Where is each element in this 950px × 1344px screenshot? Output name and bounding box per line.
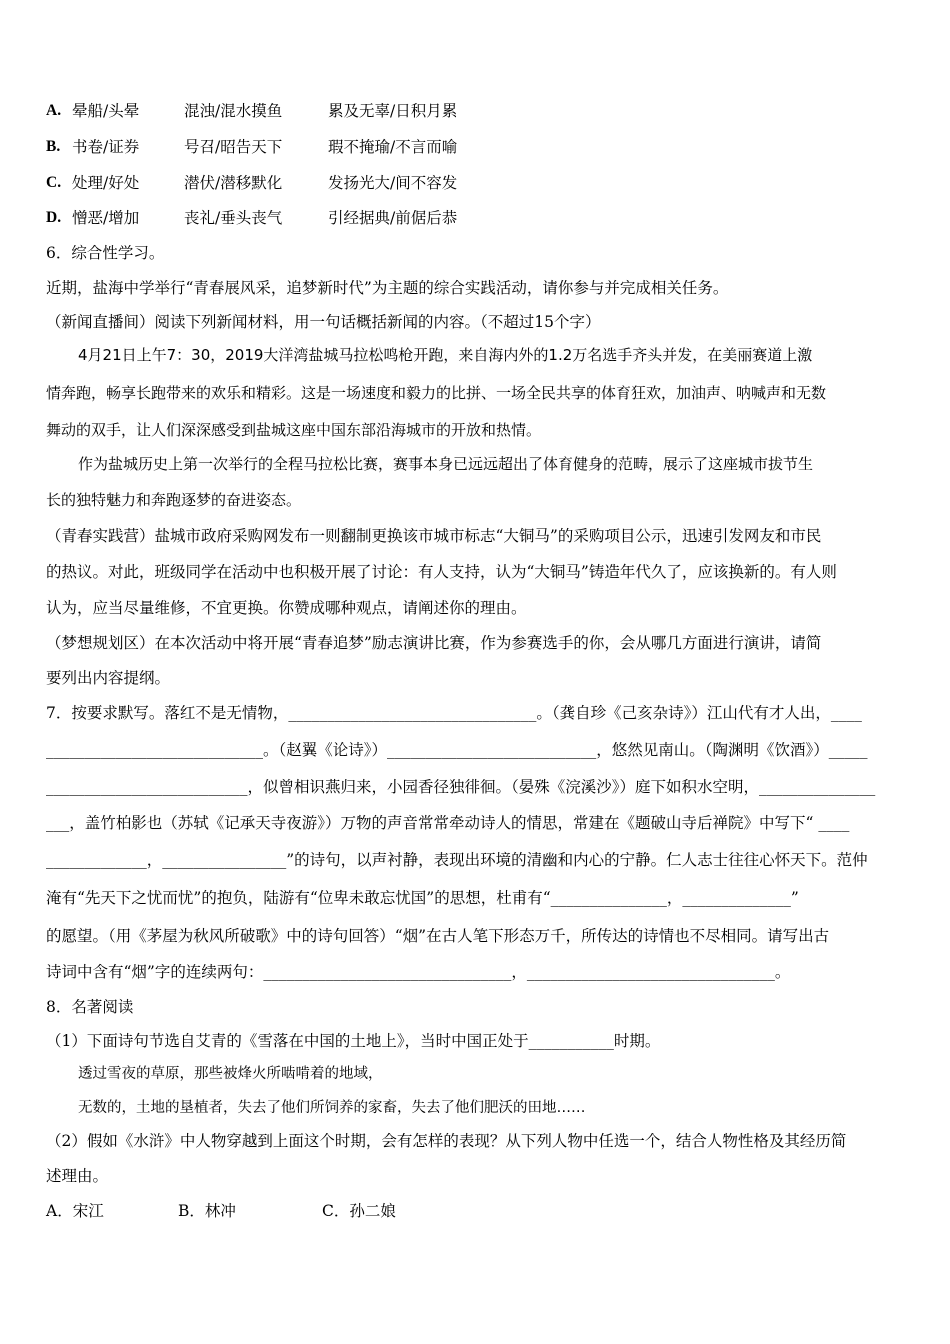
option-b-letter: B.: [46, 138, 61, 155]
q8-title: 8．名著阅读: [46, 998, 134, 1016]
news-paragraph-1-line-1: 4月21日上午7：30，2019大洋湾盐城马拉松鸣枪开跑，来自海内外的1.2万名选手齐头并发，在美丽赛道上激: [78, 346, 813, 364]
choice-b: B．林冲: [178, 1202, 236, 1220]
option-b-word3: 瑕不掩瑜/不言而喻: [328, 138, 458, 156]
q8-sub2-line-2: 述理由。: [46, 1167, 109, 1185]
news-paragraph-1-line-2: 情奔跑，畅享长跑带来的欢乐和精彩。这是一场速度和毅力的比拼、一场全民共享的体育狂欢，加油声、呐喊声和无数: [46, 384, 827, 402]
poem-line-1: 透过雪夜的草原，那些被烽火所啮啃着的地域，: [78, 1066, 383, 1082]
choice-c: C．孙二娘: [322, 1202, 396, 1220]
q7-line-2: ____________________________。（赵翼《论诗》）___________________________，悠然见南山。（陶渊明《饮酒》）_____: [46, 741, 868, 759]
option-a-letter: A.: [46, 102, 62, 119]
q7-line-7: 的愿望。（用《茅屋为秋风所破歌》中的诗句回答）“烟”在古人笔下形态万千，所传达的诗情也不尽相同。请写出古: [46, 927, 830, 945]
poem-line-2: 无数的，土地的垦植者，失去了他们所饲养的家畜，失去了他们肥沃的田地……: [78, 1100, 586, 1116]
dream-line-2: 要列出内容提纲。: [46, 669, 171, 687]
q7-line-3: __________________________，似曾相识燕归来，小园香径独徘徊。（晏殊《浣溪沙》）庭下如积水空明，_______________: [46, 778, 876, 796]
q8-sub1: （1）下面诗句节选自艾青的《雪落在中国的土地上》，当时中国正处于___________时期。: [46, 1032, 661, 1050]
q8-sub2-line-1: （2）假如《水浒》中人物穿越到上面这个时期，会有怎样的表现？从下列人物中任选一个，结合人物性格及其经历简: [46, 1132, 847, 1150]
option-c-letter: C.: [46, 174, 62, 191]
q7-line-1: 7．按要求默写。落红不是无情物，________________________________。（龚自珍《己亥杂诗》）江山代有才人出，____: [46, 704, 862, 722]
option-b-word2: 号召/昭告天下: [184, 138, 283, 156]
option-d-word3: 引经据典/前倨后恭: [328, 209, 458, 227]
option-c-word3: 发扬光大/间不容发: [328, 174, 458, 192]
q7-line-6: 淹有“先天下之忧而忧”的抱负，陆游有“位卑未敢忘忧国”的思想，杜甫有“_______________，______________”: [46, 889, 799, 907]
news-paragraph-2-line-2: 长的独特魅力和奔跑逐梦的奋进姿态。: [46, 491, 302, 509]
option-a-word2: 混浊/混水摸鱼: [184, 102, 283, 120]
option-d-word1: 憎恶/增加: [72, 209, 140, 227]
option-d-word2: 丧礼/垂头丧气: [184, 209, 283, 227]
news-paragraph-1-line-3: 舞动的双手，让人们深深感受到盐城这座中国东部沿海城市的开放和热情。: [46, 421, 542, 439]
q6-news-task: （新闻直播间）阅读下列新闻材料，用一句话概括新闻的内容。（不超过15个字）: [46, 313, 601, 331]
option-c-word1: 处理/好处: [72, 174, 140, 192]
practice-line-2: 的热议。对此，班级同学在活动中也积极开展了讨论：有人支持，认为“大铜马”铸造年代久了，应该换新的。有人则: [46, 563, 837, 581]
q7-line-5: _____________，________________”的诗句，以声衬静，表现出环境的清幽和内心的宁静。仁人志士往往心怀天下。范仲: [46, 851, 868, 869]
option-b-word1: 书卷/证券: [72, 138, 140, 156]
option-d-letter: D.: [46, 209, 62, 226]
option-c-word2: 潜伏/潜移默化: [184, 174, 283, 192]
q7-line-8: 诗词中含有“烟”字的连续两句：________________________________，________________________________。: [46, 963, 791, 981]
practice-line-1: （青春实践营）盐城市政府采购网发布一则翻制更换该市城市标志“大铜马”的采购项目公示，迅速引发网友和市民: [46, 527, 822, 545]
option-a-word3: 累及无辜/日积月累: [328, 102, 458, 120]
news-paragraph-2-line-1: 作为盐城历史上第一次举行的全程马拉松比赛，赛事本身已远远超出了体育健身的范畴，展示了这座城市拔节生: [78, 455, 814, 473]
q6-title: 6．综合性学习。: [46, 244, 165, 262]
dream-line-1: （梦想规划区）在本次活动中将开展“青春追梦”励志演讲比赛，作为参赛选手的你，会从哪几方面进行演讲，请简: [46, 634, 822, 652]
q7-line-4: ___，盖竹柏影也（苏轼《记承天寺夜游》）万物的声音常常牵动诗人的情思，常建在《题破山寺后禅院》中写下“ ____: [46, 814, 850, 832]
practice-line-3: 认为，应当尽量维修，不宜更换。你赞成哪种观点，请阐述你的理由。: [46, 599, 527, 617]
q6-intro: 近期，盐海中学举行“青春展风采，追梦新时代”为主题的综合实践活动，请你参与并完成相关任务。: [46, 279, 729, 297]
option-a-word1: 晕船/头晕: [72, 102, 140, 120]
choice-a: A．宋江: [46, 1202, 104, 1220]
